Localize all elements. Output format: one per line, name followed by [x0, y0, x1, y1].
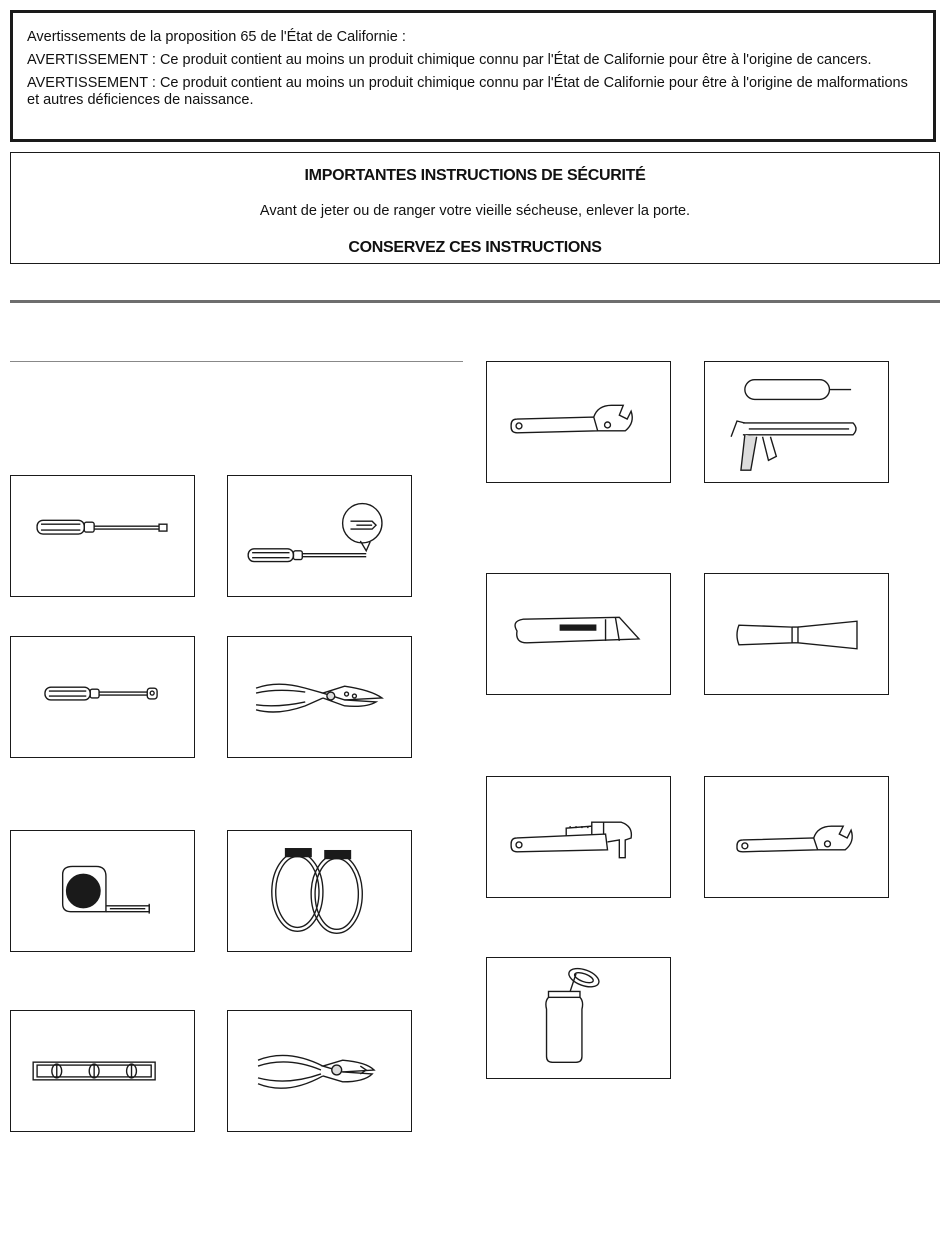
flat-blade-screwdriver-icon [10, 475, 195, 597]
prop65-warning-cancer: AVERTISSEMENT : Ce produit contient au moins un produit chimique connu par l'État de Californie pour être à l'origine de cancers. [27, 52, 872, 68]
level-icon [10, 1010, 195, 1132]
nut-driver-icon [10, 636, 195, 758]
column-divider [10, 361, 463, 362]
utility-knife-icon [486, 573, 671, 695]
safety-text: Avant de jeter ou de ranger votre vieille sécheuse, enlever la porte. [259, 203, 691, 219]
phillips-screwdriver-icon [227, 475, 412, 597]
putty-knife-icon [704, 573, 889, 695]
prop65-warning-birth: AVERTISSEMENT : Ce produit contient au moins un produit chimique connu par l'État de Californie pour être à l'origine de malformations et autres déficiences de naissance. [27, 75, 908, 108]
section-divider [10, 300, 940, 303]
hose-clamps-icon [227, 830, 412, 952]
adjustable-wrench-icon [486, 361, 671, 483]
pliers-icon [227, 1010, 412, 1132]
safety-title: IMPORTANTES INSTRUCTIONS DE SÉCURITÉ [304, 167, 646, 184]
tin-snips-icon [227, 636, 412, 758]
safety-instructions-box [10, 152, 940, 264]
tape-measure-icon [10, 830, 195, 952]
pipe-wrench-icon [486, 776, 671, 898]
caulking-gun-icon [704, 361, 889, 483]
safety-keep-instructions: CONSERVEZ CES INSTRUCTIONS [348, 239, 602, 256]
adjustable-wrench-small-icon [704, 776, 889, 898]
prop65-heading: Avertissements de la proposition 65 de l'État de Californie : [27, 29, 406, 45]
prop65-warning-box [10, 10, 936, 142]
pipe-joint-compound-icon [486, 957, 671, 1079]
